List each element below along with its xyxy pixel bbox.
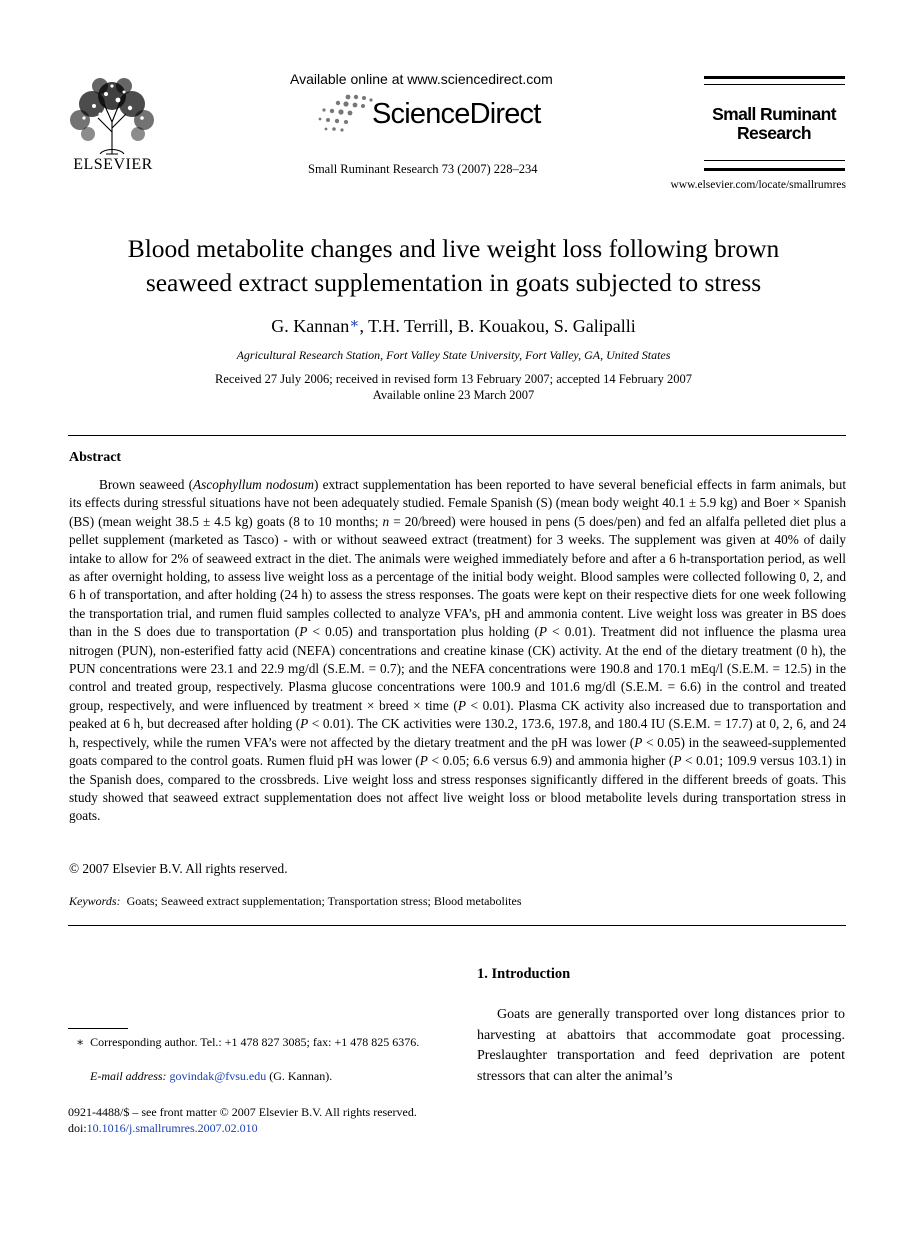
email-link[interactable]: govindak@fvsu.edu [169, 1069, 267, 1083]
article-title [60, 232, 847, 300]
divider-top [68, 435, 846, 436]
article-title-line2: seaweed extract supplementation in goats subjected to stress [145, 268, 762, 297]
journal-title-line1: Small Ruminant [712, 104, 836, 124]
email-footnote [90, 1069, 332, 1084]
sciencedirect-dots-icon [314, 92, 376, 134]
journal-rule-bottom [704, 168, 845, 171]
affiliation: Agricultural Research Station, Fort Valley State University, Fort Valley, GA, United States [236, 348, 671, 362]
email-owner: (G. Kannan). [269, 1069, 333, 1083]
journal-title [700, 105, 848, 143]
journal-url-link[interactable]: www.elsevier.com/locate/smallrumres [670, 179, 846, 191]
doi-link[interactable]: 10.1016/j.smallrumres.2007.02.010 [86, 1121, 258, 1135]
email-label: E-mail address: [90, 1069, 167, 1083]
available-online-text: Available online at www.sciencedirect.com [290, 71, 553, 87]
footnote-rule [68, 1028, 128, 1029]
author-first: G. Kannan [271, 316, 350, 336]
corresponding-author-footnote [68, 1034, 440, 1051]
corresponding-author-mark[interactable]: ∗ [349, 316, 360, 332]
divider-bottom [68, 925, 846, 926]
doi-line [68, 1121, 258, 1136]
abstract-body: Brown seaweed (Ascophyllum nodosum) extract supplementation has been reported to have several beneficial effects in farm animals, but its effects during stressful situations have not been adequately studied. Female Spanish (S) (mean body weight 40.1 ± 5.9 kg) and Boer × Spanish (BS) (mean weight 38.5 ± 4.5 kg) goats (8 to 10 months; n = 20/breed) were housed in pens (5 does/pen) and fed an alfalfa pelleted diet plus a pellet supplement (marketed as Tasco) - with or without seaweed extract (treatment) for 3 weeks. The supplement was given at 40% of daily intake to allow for 2% of seaweed extract in the diet. The animals were weighed immediately before and after a 6 h-transportation period, as well as after overnight holding, to assess live weight loss as a percentage of the initial body weight. Blood samples were collected following 0, 2, and 6 h of transportation, and after holding (24 h) to assess the stress responses. The goats were kept on their respective diets for one week following the transportation trial, and rumen fluid samples collected to analyze VFA’s, pH and ammonia content. Live weight loss was greater in BS does than in the S does due to transportation (P < 0.05) and transportation plus holding (P < 0.01). Treatment did not influence the plasma urea nitrogen (PUN), non-esterified fatty acid (NEFA) concentrations and creatine kinase (CK) activity. At the end of the dietary treatment (0 h), the PUN concentrations were 23.1 and 22.9 mg/dl (S.E.M. = 0.7); and the NEFA concentrations were 190.8 and 170.1 mEq/l (S.E.M. = 12.5) in the control and treated group, respectively. Plasma glucose concentrations were 100.9 and 101.6 mg/dl (S.E.M. = 6.6) in the control and treated group, respectively, and were influenced by treatment × breed × time (P < 0.01). Plasma CK activity also increased due to transportation and peaked at 6 h, but decreased after holding (P < 0.01). The CK activities were 130.2, 173.6, 197.8, and 180.4 IU (S.E.M. = 17.7) at 0, 2, 6, and 24 h, respectively, while the rumen VFA’s were not affected by the dietary treatment and the pH was lower (P < 0.05) in the seaweed-supplemented goats compared to the control goats. Rumen fluid pH was lower (P < 0.05; 6.6 versus 6.9) and ammonia higher (P < 0.01; 109.9 versus 103.1) in the Spanish does, compared to the crossbreds. Live weight loss and stress responses significantly differed in the different breeds of goats. This study showed that seaweed extract supplementation does not affect live weight loss or blood metabolite levels during transportation stress in goats. [69, 477, 847, 824]
journal-citation: Small Ruminant Research 73 (2007) 228–234 [308, 162, 538, 176]
article-dates [60, 371, 847, 403]
elsevier-tree-logo-icon [66, 74, 158, 156]
keywords-list: Goats; Seaweed extract supplementation; Transportation stress; Blood metabolites [126, 894, 522, 908]
keywords [69, 894, 522, 909]
abstract-heading: Abstract [69, 450, 122, 465]
sciencedirect-wordmark: ScienceDirect [372, 98, 541, 130]
journal-rule-top [704, 76, 845, 79]
journal-rule-bottom-thin [704, 160, 845, 161]
authors-rest: , T.H. Terrill, B. Kouakou, S. Galipalli [359, 316, 636, 336]
introduction-heading: 1. Introduction [477, 966, 571, 982]
author-list [60, 314, 847, 337]
footnote-contact: Corresponding author. Tel.: +1 478 827 3085; fax: +1 478 825 6376. [90, 1035, 420, 1049]
journal-rule-top-thin [704, 84, 845, 85]
abstract-copyright: © 2007 Elsevier B.V. All rights reserved. [69, 861, 288, 876]
footnote-marker: ∗ [76, 1035, 85, 1049]
issn-line: 0921-4488/$ – see front matter © 2007 Elsevier B.V. All rights reserved. [68, 1105, 417, 1119]
doi-label: doi: [68, 1121, 87, 1135]
article-title-line1: Blood metabolite changes and live weight loss following brown [127, 234, 780, 263]
elsevier-wordmark: ELSEVIER [73, 156, 153, 173]
available-online-date: Available online 23 March 2007 [372, 388, 535, 402]
keywords-label: Keywords: [69, 894, 121, 908]
introduction-text: Goats are generally transported over long distances prior to harvesting at abattoirs that accommodate goat processing. Preslaughter transportation and feed deprivation are potent stressors that can alter the animal’s [477, 1007, 845, 1084]
received-dates: Received 27 July 2006; received in revised form 13 February 2007; accepted 14 February 2007 [215, 372, 692, 386]
journal-title-line2: Research [736, 123, 811, 143]
